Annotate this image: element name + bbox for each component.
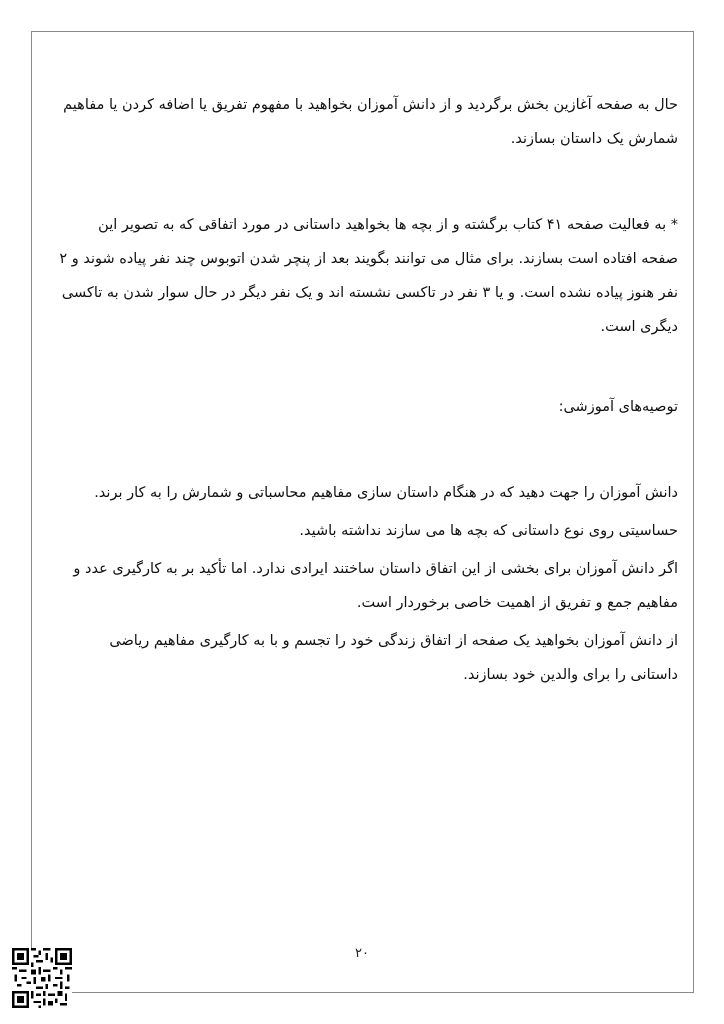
page-number: ۲۰ — [355, 946, 369, 961]
activity-paragraph: * به فعالیت صفحه ۴۱ کتاب برگشته و از بچه ها بخواهید داستانی در مورد اتفاقی که به تصویر این صفحه افتاده است بسازند. برای مثال می توانند بگویند بعد از پنچر شدن اتوبوس چند نفر پیاده شوند و ۲ نفر هنوز پیاده نشده است. و یا ۳ نفر در تاکسی نشسته اند و یک نفر دیگر در حال سوار شدن به تاکسی دیگری است. — [59, 217, 678, 335]
qr-code-icon — [12, 948, 72, 1008]
tips-heading: توصیه‌های آموزشی: — [558, 399, 678, 415]
tip-item: از دانش آموزان بخواهید یک صفحه از اتفاق زندگی خود را تجسم و با به کارگیری مفاهیم ریاضی داستانی را برای والدین خود بسازند. — [109, 633, 678, 683]
tip-item: دانش آموزان را جهت دهید که در هنگام داستان سازی مفاهیم محاسباتی و شمارش را به کار برند. — [94, 485, 678, 501]
tip-item: اگر دانش آموزان برای بخشی از این اتفاق داستان ساختند ایرادی ندارد. اما تأکید بر به کارگیری عدد و مفاهیم جمع و تفریق از اهمیت خاصی برخوردار است. — [73, 561, 678, 611]
tip-item: حساسیتی روی نوع داستانی که بچه ها می سازند نداشته باشید. — [299, 523, 678, 539]
page-content — [58, 88, 678, 692]
intro-paragraph: حال به صفحه آغازین بخش برگردید و از دانش آموزان بخواهید با مفهوم تفریق یا اضافه کردن یا مفاهیم شمارش یک داستان بسازند. — [63, 97, 678, 147]
